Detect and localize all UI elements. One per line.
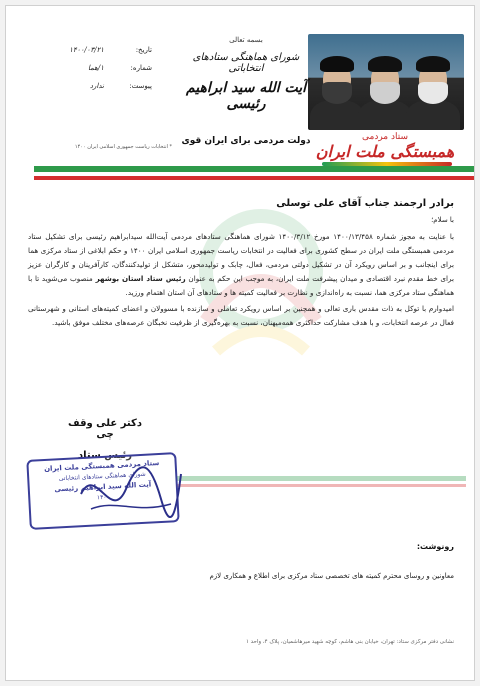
header-green-bar (34, 166, 475, 172)
faint-red-bar (176, 484, 466, 487)
letter-page (5, 5, 475, 681)
letter-body (28, 230, 454, 332)
leader-portrait (358, 56, 412, 130)
council-title: شورای هماهنگی ستادهای انتخاباتی (192, 52, 300, 74)
stamp-line-2: شورای هماهنگی ستادهای انتخاباتی (58, 470, 146, 483)
paragraph-1 (28, 230, 454, 300)
faint-green-bar (176, 476, 466, 481)
attachment-value: ندارد (89, 82, 104, 90)
stamp-line-4: ۱۴۰۰ (96, 493, 110, 502)
date-label: تاریخ: (135, 46, 152, 54)
salutation: برادر ارجمند جناب آقای علی توسلی (276, 198, 454, 209)
election-footnote: * انتخابات ریاست جمهوری اسلامی ایران ۱۴۰۰ (74, 144, 172, 150)
letterhead-center (176, 36, 316, 146)
attachment-label: پیوست: (129, 82, 152, 90)
letter-meta (22, 46, 152, 100)
paragraph-1-start: با عنایت به مجوز شماره ۱۴۰۰/۱۳/۴۵۸ مورخ ۱۴۰۰/۳/۱۲ شورای هماهنگی ستادهای مردمی آیت‌الله سیدابراهیم رئیسی برای تشکیل ستاد مردمی همبستگی ملت ایران در سطح کشوری برای فعالیت در انتخابات ریاست جمهوری اسلامی ایران ۱۴۰۰ و حکم ابلاغی از ستاد مرکزی هما برای اینجانب و بر اساس رویکرد آن در تشکیل دولتی مردمی، فعال، چابک و تولیدمحور، متشکل از تولیدکنندگان، کارآفرینان و کارگران عزیز برای خط مقدم نبرد اقتصادی و میدان پیشرفت ملت ایران، به موجب این حکم به عنوان (28, 232, 455, 283)
cc-title: رونوشت: (416, 542, 454, 551)
greeting: با سلام؛ (431, 216, 454, 224)
bismillah-text: بسمه تعالی (229, 36, 263, 44)
leader-portrait (310, 56, 364, 130)
number-row (22, 64, 152, 72)
number-label: شماره: (130, 64, 152, 72)
campaign-small-text: ستاد مردمی (362, 132, 408, 142)
campaign-logo (310, 132, 460, 161)
date-value: ۱۴۰۰/۰۳/۲۱ (69, 46, 104, 54)
paragraph-1-end: منصوب می‌شوید تا با هماهنگی ستاد مرکزی هما، نسبت به راه‌اندازی و نظارت بر فعالیت کمیته ها و ستادهای آن استان اهتمام ورزید. (28, 274, 454, 297)
handwritten-signature-icon (76, 454, 186, 534)
signer-name: دکتر علی وقف چی (68, 418, 142, 440)
cc-text: معاونین و روسای محترم کمیته های تخصصی ستاد مرکزی برای اطلاع و همکاری لازم (209, 572, 454, 580)
date-row (22, 46, 152, 54)
leaders-photo (308, 34, 464, 130)
attachment-row (22, 82, 152, 90)
slogan-text: دولت مردمی برای ایران قوی (181, 136, 311, 146)
header-red-bar (34, 176, 475, 180)
stamp-line-1: ستاد مردمی همبستگی ملت ایران (43, 459, 160, 474)
footer-address: نشانی دفتر مرکزی ستاد: تهران، خیابان بنی هاشم، کوچه شهید میرهاشمیان، پلاک ۴، واحد ۱ (245, 639, 454, 645)
appointment-highlight: رئیس ستاد استان بوشهر (95, 274, 186, 283)
paragraph-2: امیدوارم با توکل به ذات مقدس باری تعالی و همچنین بر اساس رویکرد تعاملی و سازنده با مسوولان و اعضای کمیته‌های استانی و شهرستانی فعال در عرصه انتخابات، و با هدف مشارکت حداکثری همه‌میهنان، نسبت به بهره‌گیری از ظرفیت نخبگان عرصه‌های مختلف موفق باشید. (28, 304, 454, 327)
stamp-line-3: آیت الله سید ابراهیم رئیسی (54, 480, 152, 494)
signer-title: رئیس ستاد (77, 450, 132, 461)
number-value: ۱/هما (88, 64, 104, 72)
leader-portrait (406, 56, 460, 130)
campaign-title: همبستگی ملت ایران (315, 142, 455, 161)
candidate-name: آیت الله سید ابراهیم رئیسی (185, 80, 307, 112)
